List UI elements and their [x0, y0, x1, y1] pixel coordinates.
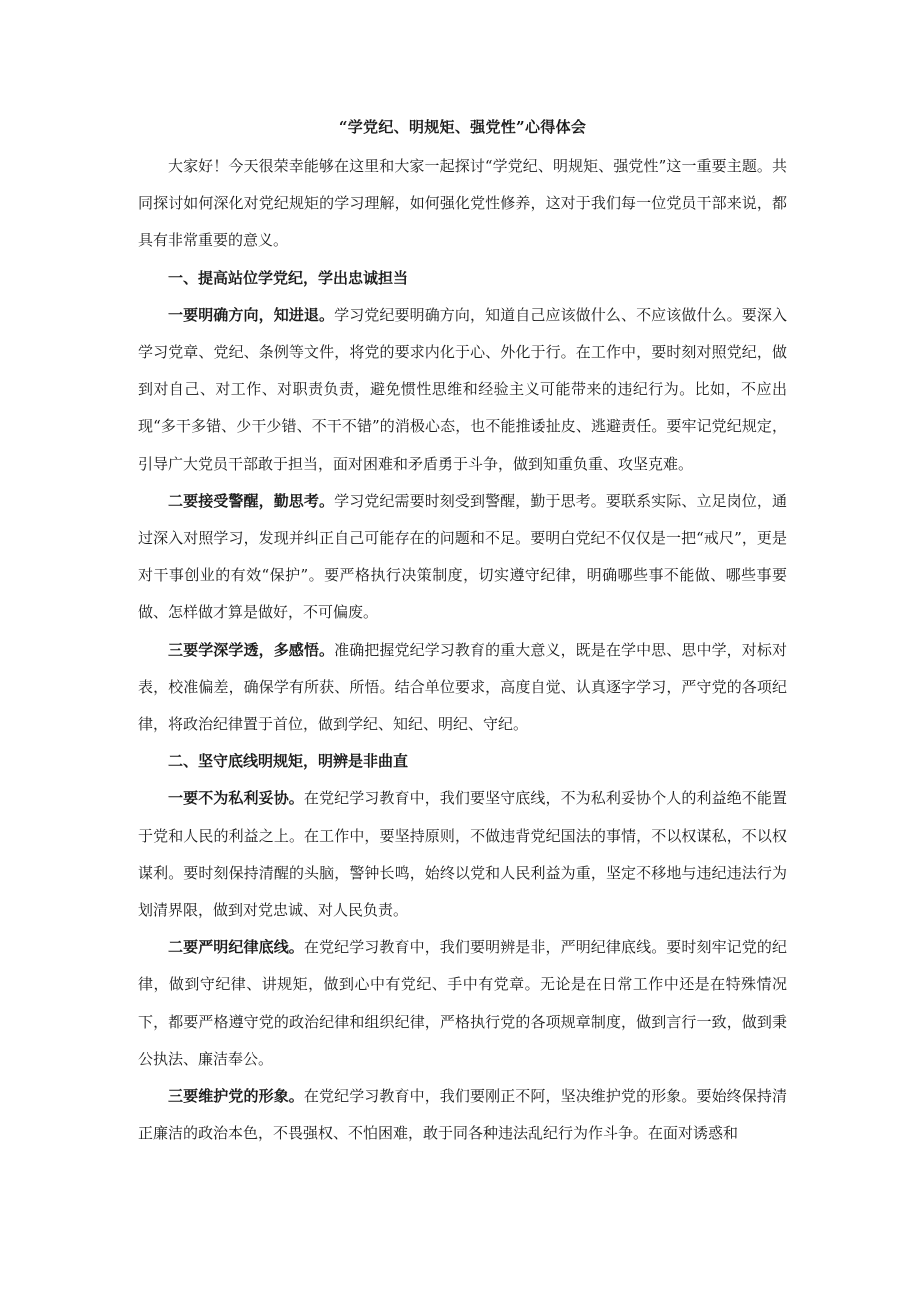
section-heading-1: 一、提高站位学党纪，学出忠诚担当	[168, 268, 409, 287]
point-lead: 三要维护党的形象。	[168, 1087, 304, 1106]
intro-paragraph: 大家好！今天很荣幸能够在这里和大家一起探讨“学党纪、明规矩、强党性”这一重要主题。共同探讨如何深化对党纪规矩的学习理解，如何强化党性修养，这对于我们每一位党员干部来说，都具有非常重要的意义。	[138, 157, 787, 250]
section-2-point-1	[138, 780, 787, 929]
section-1-point-1	[138, 297, 787, 483]
document-page	[138, 112, 787, 1152]
point-text: 准确把握党纪学习教育的重大意义，既是在学中思、思中学，对标对表，校准偏差，确保学有所获、所悟。结合单位要求，高度自觉、认真逐字学习，严守党的各项纪律，将政治纪律置于首位，做到学纪、知纪、明纪、守纪。	[138, 640, 787, 734]
point-text: 学习党纪需要时刻受到警醒，勤于思考。要联系实际、立足岗位，通过深入对照学习，发现并纠正自己可能存在的问题和不足。要明白党纪不仅仅是一把“戒尺”，更是对干事创业的有效“保护”。要严格执行决策制度，切实遵守纪律，明确哪些事不能做、哪些事要做、怎样做才算是做好，不可偏废。	[138, 491, 787, 622]
document-title: “学党纪、明规矩、强党性”心得体会	[338, 118, 587, 136]
point-lead: 二要严明纪律底线。	[168, 938, 304, 957]
section-2-point-3	[138, 1078, 787, 1152]
point-text: 在党纪学习教育中，我们要坚守底线，不为私利妥协个人的利益绝不能置于党和人民的利益之上。在工作中，要坚持原则，不做违背党纪国法的事情，不以权谋私，不以权谋利。要时刻保持清醒的头脑，警钟长鸣，始终以党和人民利益为重，坚定不移地与违纪违法行为划清界限，做到对党忠诚、对人民负责。	[138, 789, 787, 920]
section-heading-2: 二、坚守底线明规矩，明辨是非曲直	[168, 752, 409, 771]
point-lead: 三要学深学透，多感悟。	[168, 640, 335, 659]
section-1-point-3	[138, 632, 787, 744]
point-text: 在党纪学习教育中，我们要明辨是非，严明纪律底线。要时刻牢记党的纪律，做到守纪律、讲规矩，做到心中有党纪、手中有党章。无论是在日常工作中还是在特殊情况下，都要严格遵守党的政治纪律和组织纪律，严格执行党的各项规章制度，做到言行一致，做到秉公执法、廉洁奉公。	[138, 938, 787, 1068]
point-lead: 一要明确方向，知进退。	[168, 305, 335, 324]
point-lead: 二要接受警醒，勤思考。	[168, 491, 335, 510]
point-text: 在党纪学习教育中，我们要刚正不阿，坚决维护党的形象。要始终保持清正廉洁的政治本色，不畏强权、不怕困难，敢于同各种违法乱纪行为作斗争。在面对诱惑和	[138, 1087, 787, 1143]
point-lead: 一要不为私利妥协。	[168, 789, 304, 808]
section-2-point-2	[138, 929, 787, 1078]
section-1-point-2	[138, 483, 787, 632]
point-text: 学习党纪要明确方向，知道自己应该做什么、不应该做什么。要深入学习党章、党纪、条例等文件，将党的要求内化于心、外化于行。在工作中，要时刻对照党纪，做到对自己、对工作、对职责负责，避免惯性思维和经验主义可能带来的违纪行为。比如，不应出现“多干多错、少干少错、不干不错”的消极心态，也不能推诿扯皮、逃避责任。要牢记党纪规定，引导广大党员干部敢于担当，面对困难和矛盾勇于斗争，做到知重负重、攻坚克难。	[138, 305, 787, 473]
